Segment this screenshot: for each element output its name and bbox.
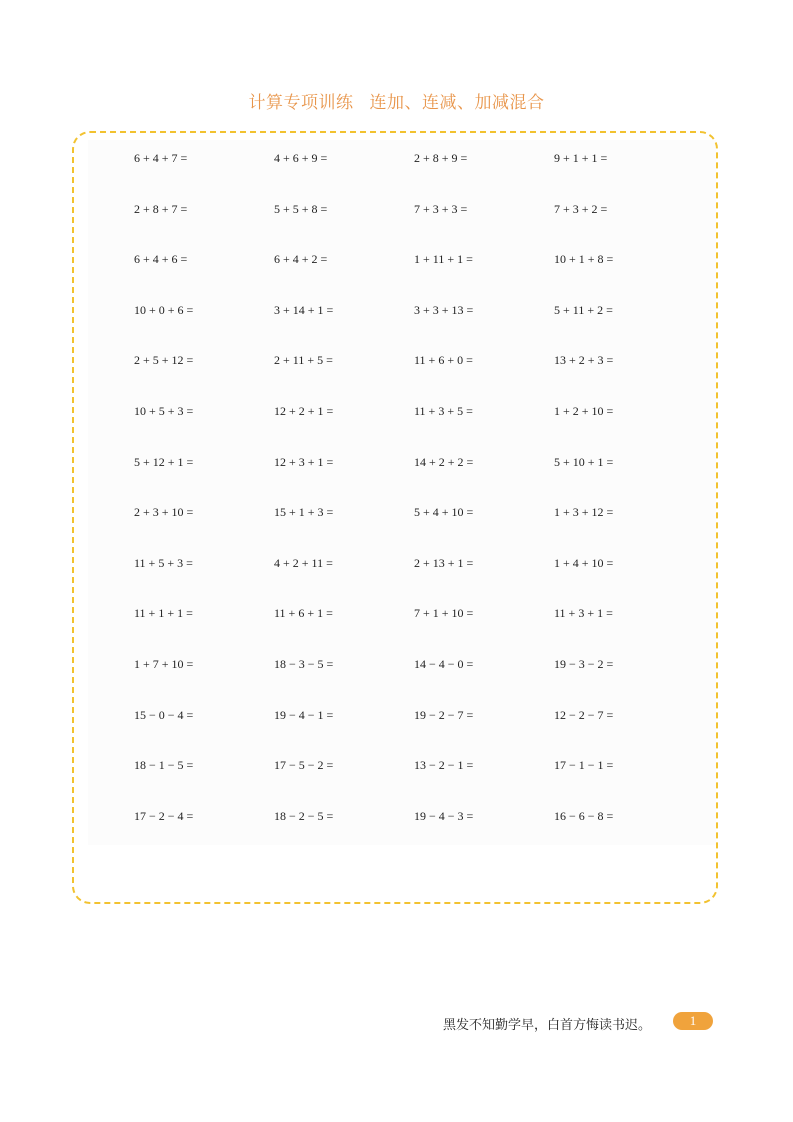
problem-item: 13 + 2 + 3 = [554,353,614,368]
problem-item: 7 + 3 + 2 = [554,201,608,216]
problem-item: 17 − 2 − 4 = [134,808,194,823]
problem-item: 19 − 2 − 7 = [414,707,474,722]
problem-item: 17 − 5 − 2 = [274,758,334,773]
problem-item: 11 + 1 + 1 = [134,606,193,621]
problem-item: 11 + 6 + 0 = [414,353,473,368]
problem-row [134,300,694,351]
problem-item: 11 + 3 + 1 = [554,606,613,621]
problem-item: 4 + 6 + 9 = [274,151,328,165]
problem-item: 5 + 10 + 1 = [554,454,614,469]
problem-item: 11 + 5 + 3 = [134,555,193,570]
problem-item: 19 − 4 − 3 = [414,808,474,823]
problem-row [134,249,694,300]
problem-item: 5 + 4 + 10 = [414,505,474,520]
problem-item: 4 + 2 + 11 = [274,555,333,570]
problem-item: 15 + 1 + 3 = [274,505,334,520]
problem-item: 14 + 2 + 2 = [414,454,474,469]
problem-item: 16 − 6 − 8 = [554,808,614,823]
problem-item: 10 + 5 + 3 = [134,403,194,418]
problem-item: 19 − 3 − 2 = [554,656,614,671]
problem-item: 12 − 2 − 7 = [554,707,614,722]
problem-row [134,705,694,756]
problem-row [134,452,694,503]
problem-item: 7 + 3 + 3 = [414,201,468,216]
problem-item: 10 + 0 + 6 = [134,302,194,317]
problem-item: 2 + 8 + 9 = [414,151,468,165]
problem-row [134,755,694,806]
problem-item: 11 + 6 + 1 = [274,606,333,621]
problem-item: 17 − 1 − 1 = [554,758,614,773]
problem-item: 14 − 4 − 0 = [414,656,474,671]
problem-item: 5 + 5 + 8 = [274,201,328,216]
problem-item: 1 + 11 + 1 = [414,252,473,267]
problem-row [134,603,694,654]
problem-row [134,553,694,604]
problem-item: 1 + 7 + 10 = [134,656,194,671]
problem-item: 7 + 1 + 10 = [414,606,474,621]
exercise-grid [134,148,694,856]
problem-row [134,806,694,857]
title-sub: 连加、连减、加减混合 [369,93,545,113]
problem-item: 15 − 0 − 4 = [134,707,194,722]
title-main: 计算专项训练 [248,93,354,113]
problem-item: 12 + 2 + 1 = [274,403,334,418]
problem-item: 6 + 4 + 6 = [134,252,188,267]
problem-item: 2 + 3 + 10 = [134,505,194,520]
problem-item: 1 + 4 + 10 = [554,555,614,570]
problem-item: 2 + 13 + 1 = [414,555,474,570]
page-title [0,88,793,113]
problem-item: 2 + 5 + 12 = [134,353,194,368]
problem-row [134,148,694,199]
problem-item: 6 + 4 + 2 = [274,252,328,267]
problem-item: 2 + 11 + 5 = [274,353,333,368]
problem-item: 12 + 3 + 1 = [274,454,334,469]
footer [0,1012,793,1034]
problem-item: 18 − 2 − 5 = [274,808,334,823]
problem-item: 1 + 2 + 10 = [554,403,614,418]
problem-item: 3 + 14 + 1 = [274,302,334,317]
problem-item: 9 + 1 + 1 = [554,151,608,165]
problem-row [134,350,694,401]
problem-row [134,654,694,705]
problem-row [134,401,694,452]
problem-item: 5 + 12 + 1 = [134,454,194,469]
problem-item: 1 + 3 + 12 = [554,505,614,520]
problem-item: 18 − 3 − 5 = [274,656,334,671]
problem-item: 18 − 1 − 5 = [134,758,194,773]
footer-motto: 黑发不知勤学早，白首方悔读书迟。 [442,1018,651,1033]
problem-item: 11 + 3 + 5 = [414,403,473,418]
page-number-badge: 1 [673,1012,713,1030]
problem-row [134,502,694,553]
problem-item: 13 − 2 − 1 = [414,758,474,773]
problem-item: 5 + 11 + 2 = [554,302,613,317]
problem-item: 6 + 4 + 7 = [134,151,188,165]
problem-item: 3 + 3 + 13 = [414,302,474,317]
problem-item: 2 + 8 + 7 = [134,201,188,216]
problem-item: 10 + 1 + 8 = [554,252,614,267]
problem-item: 19 − 4 − 1 = [274,707,334,722]
problem-row [134,199,694,250]
